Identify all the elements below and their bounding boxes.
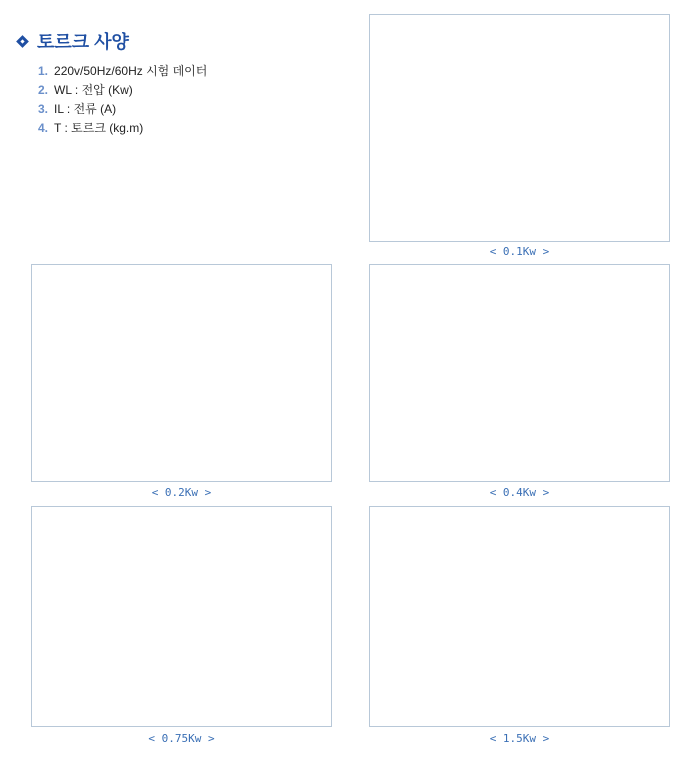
chart-caption-0.4kw: < 0.4Kw > xyxy=(489,486,550,499)
chart-caption-0.1kw: < 0.1Kw > xyxy=(489,245,550,258)
chart-panel-0.1kw xyxy=(369,14,670,242)
chart-0.1kw xyxy=(370,15,671,243)
spec-list xyxy=(38,62,207,138)
page-title: 토르크 사양 xyxy=(37,32,129,52)
chart-0.75kw xyxy=(32,507,333,728)
spec-text: WL : 전압 (Kw) xyxy=(54,83,133,97)
spec-text: T : 토르크 (kg.m) xyxy=(54,121,144,135)
spec-item xyxy=(38,119,207,138)
chart-panel-0.2kw xyxy=(31,264,332,482)
chart-caption-1.5kw: < 1.5Kw > xyxy=(489,732,550,745)
spec-number: 1. xyxy=(38,64,49,78)
spec-item xyxy=(38,100,207,119)
spec-text: 220v/50Hz/60Hz 시험 데이터 xyxy=(54,64,208,78)
spec-item xyxy=(38,62,207,81)
chart-0.2kw xyxy=(32,265,333,483)
chart-panel-0.75kw xyxy=(31,506,332,727)
diamond-bullet-icon xyxy=(16,35,29,48)
chart-panel-0.4kw xyxy=(369,264,670,482)
spec-number: 3. xyxy=(38,102,49,116)
spec-number: 2. xyxy=(38,83,49,97)
chart-1.5kw xyxy=(370,507,671,728)
spec-item xyxy=(38,81,207,100)
spec-number: 4. xyxy=(38,121,49,135)
chart-caption-0.2kw: < 0.2Kw > xyxy=(151,486,212,499)
section-title xyxy=(18,28,129,54)
chart-panel-1.5kw xyxy=(369,506,670,727)
spec-text: IL : 전류 (A) xyxy=(54,102,117,116)
chart-0.4kw xyxy=(370,265,671,483)
chart-caption-0.75kw: < 0.75Kw > xyxy=(148,732,215,745)
